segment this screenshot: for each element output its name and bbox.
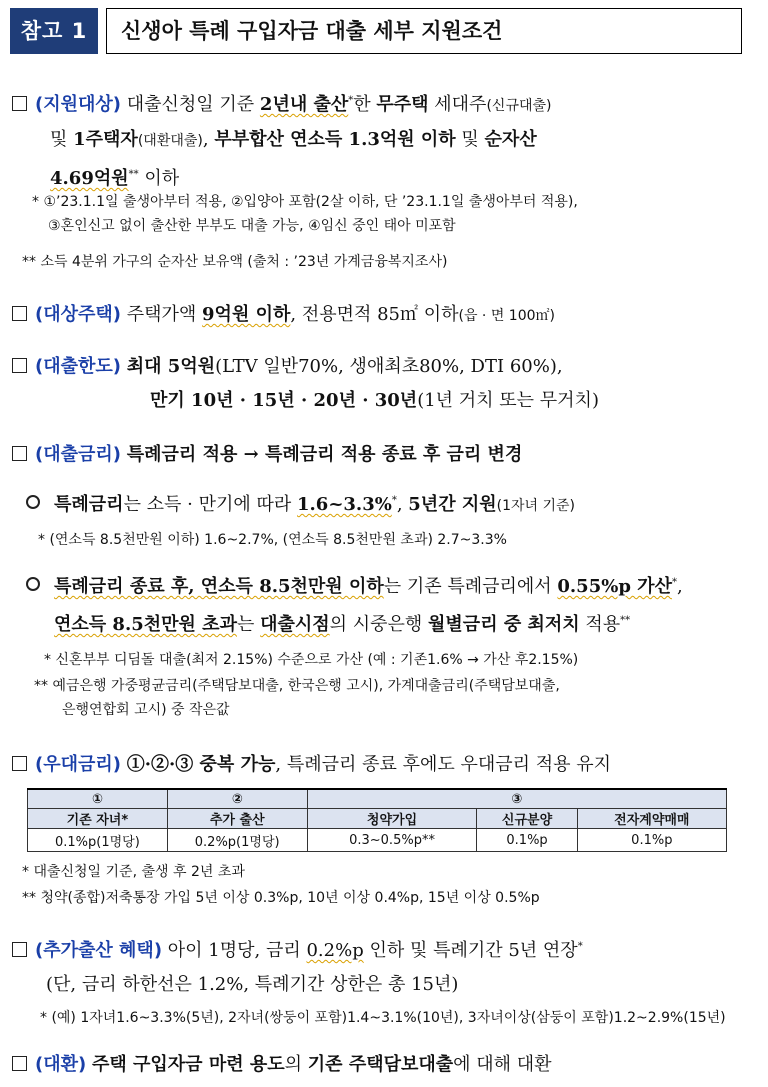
limit-line-1 bbox=[12, 350, 752, 384]
table-cell: 0.1%p(1명당) bbox=[28, 829, 168, 852]
text: 는 소득 · 만기에 따라 bbox=[123, 494, 297, 515]
section-label: (지원대상) bbox=[35, 94, 122, 115]
section-refi bbox=[12, 1048, 752, 1082]
text: 의 시중은행 bbox=[329, 614, 429, 635]
text: , bbox=[396, 494, 409, 515]
text: 및 bbox=[50, 129, 74, 150]
section-rate bbox=[12, 438, 752, 472]
text: (읍 · 면 100㎡) bbox=[458, 308, 555, 324]
section-limit bbox=[12, 350, 752, 418]
footnote-mark: ** bbox=[620, 615, 631, 626]
section-extra bbox=[12, 930, 752, 1002]
footnote-mark: ** bbox=[128, 169, 139, 180]
text: (대환대출) bbox=[137, 133, 203, 149]
table-row bbox=[28, 829, 727, 852]
emph-text: 월별금리 중 최저치 bbox=[428, 614, 580, 635]
text: 는 기존 특례금리에서 bbox=[383, 576, 558, 597]
section-label: (우대금리) bbox=[35, 754, 122, 775]
emph-text: 1주택자 bbox=[73, 129, 138, 150]
emph-text: 4.69억원 bbox=[50, 168, 129, 189]
text: 대출신청일 기준 bbox=[126, 94, 260, 115]
limit-line-2 bbox=[12, 384, 752, 418]
target-line-2 bbox=[12, 123, 752, 158]
table-cell: 0.1%p bbox=[477, 829, 577, 852]
checkbox-icon bbox=[12, 446, 27, 461]
header bbox=[10, 8, 728, 54]
text: (1자녀 기준) bbox=[496, 498, 576, 514]
table-cell: 추가 출산 bbox=[167, 809, 307, 829]
emph-text: 0.2%p bbox=[306, 940, 364, 961]
text: 인하 및 특례기간 5년 연장 bbox=[363, 940, 578, 961]
section-label: (대상주택) bbox=[35, 304, 122, 325]
footnote: * (연소득 8.5천만원 이하) 1.6~2.7%, (연소득 8.5천만원 초과) 2.7~3.3% bbox=[38, 532, 507, 548]
footnote-mark: * bbox=[391, 495, 397, 506]
checkbox-icon bbox=[12, 306, 27, 321]
text: (신규대출) bbox=[486, 98, 552, 114]
emph-text: 특례금리 종료 후, 연소득 8.5천만원 이하 bbox=[54, 576, 384, 597]
pref-rate-table bbox=[27, 788, 727, 852]
emph-text: 최대 5억원 bbox=[126, 356, 216, 377]
emph-text: 만기 10년 · 15년 · 20년 · 30년 bbox=[150, 390, 418, 411]
section-house bbox=[12, 298, 752, 333]
emph-text: ①·②·③ 중복 가능 bbox=[126, 754, 276, 775]
section-pref bbox=[12, 748, 752, 782]
footnote: 은행연합회 고시) 중 작은값 bbox=[62, 702, 230, 718]
emph-text: 1.6~3.3% bbox=[297, 494, 392, 515]
page-title: 신생아 특례 구입자금 대출 세부 지원조건 bbox=[106, 8, 742, 54]
text: 및 bbox=[455, 129, 485, 150]
text: 한 bbox=[353, 94, 377, 115]
table-cell: ② bbox=[167, 789, 307, 809]
checkbox-icon bbox=[12, 756, 27, 771]
footnote: ③혼인신고 없이 출산한 부부도 대출 가능, ④임신 중인 태아 미포함 bbox=[48, 218, 456, 234]
footnote: ** 소득 4분위 가구의 순자산 보유액 (출처 : ’23년 가계금융복지조사) bbox=[22, 254, 448, 270]
text: 주택가액 bbox=[126, 304, 203, 325]
rate-point-1 bbox=[26, 484, 752, 523]
footnote: ** 청약(종합)저축통장 가입 5년 이상 0.3%p, 10년 이상 0.4%p, 15년 이상 0.5%p bbox=[22, 890, 540, 906]
emph-text: 순자산 bbox=[484, 129, 537, 150]
emph-text: 연소득 8.5천만원 초과 bbox=[54, 614, 237, 635]
footnote-mark: * bbox=[348, 95, 354, 106]
table-cell: 0.2%p(1명당) bbox=[167, 829, 307, 852]
text: (LTV 일반70%, 생애최초80%, DTI 60%), bbox=[215, 356, 563, 377]
table-cell: 0.3~0.5%p** bbox=[307, 829, 477, 852]
text: , bbox=[676, 576, 683, 597]
text: 적용 bbox=[579, 614, 621, 635]
footnote: * (예) 1자녀1.6~3.3%(5년), 2자녀(쌍둥이 포함)1.4~3.1%(10년), 3자녀이상(삼둥이 포함)1.2~2.9%(15년) bbox=[40, 1010, 726, 1026]
checkbox-icon bbox=[12, 942, 27, 957]
emph-text: 9억원 이하 bbox=[202, 304, 291, 325]
emph-text: 기존 주택담보대출 bbox=[307, 1054, 454, 1075]
text: 에 대해 대환 bbox=[453, 1054, 552, 1075]
table-cell: ① bbox=[28, 789, 168, 809]
text: 세대주 bbox=[428, 94, 487, 115]
table-cell: 전자계약매매 bbox=[577, 809, 726, 829]
rate-point-2-line-1 bbox=[26, 566, 752, 604]
reference-badge: 참고 1 bbox=[10, 8, 98, 54]
text: , bbox=[202, 129, 215, 150]
footnote-mark: * bbox=[577, 941, 583, 952]
emph-text: 대출시점 bbox=[260, 614, 330, 635]
section-label: (대출한도) bbox=[35, 356, 122, 377]
footnote: * 대출신청일 기준, 출생 후 2년 초과 bbox=[22, 864, 245, 880]
emph-text: 무주택 bbox=[376, 94, 429, 115]
footnote-mark: * bbox=[671, 577, 677, 588]
target-line-1 bbox=[12, 84, 752, 123]
section-label: (추가출산 혜택) bbox=[35, 940, 163, 961]
text: , 전용면적 85㎡ 이하 bbox=[290, 304, 459, 325]
checkbox-icon bbox=[12, 358, 27, 373]
section-label: (대출금리) bbox=[35, 444, 122, 465]
table-cell: 0.1%p bbox=[577, 829, 726, 852]
table-row bbox=[28, 809, 727, 829]
emph-text: 5년간 지원 bbox=[408, 494, 497, 515]
emph-text: 부부합산 연소득 1.3억원 이하 bbox=[214, 129, 456, 150]
bullet-circle-icon bbox=[26, 495, 40, 509]
emph-text: 주택 구입자금 마련 용도 bbox=[91, 1054, 285, 1075]
bullet-circle-icon bbox=[26, 577, 40, 591]
table-cell: ③ bbox=[307, 789, 726, 809]
footnote: * ①’23.1.1일 출생아부터 적용, ②입양아 포함(2살 이하, 단 ’23.1.1일 출생아부터 적용), bbox=[32, 194, 578, 210]
extra-line-1 bbox=[12, 930, 752, 968]
table-cell: 신규분양 bbox=[477, 809, 577, 829]
checkbox-icon bbox=[12, 1056, 27, 1071]
text: , 특례금리 종료 후에도 우대금리 적용 유지 bbox=[275, 754, 612, 775]
table-row bbox=[28, 789, 727, 809]
text: 는 bbox=[236, 614, 261, 635]
section-target bbox=[12, 84, 752, 196]
section-label: (대환) bbox=[35, 1054, 87, 1075]
text: (1년 거치 또는 무거치) bbox=[417, 390, 599, 411]
table-cell: 청약가입 bbox=[307, 809, 477, 829]
emph-text: 0.55%p 가산 bbox=[557, 576, 672, 597]
emph-text: 2년내 출산 bbox=[259, 94, 349, 115]
emph-text: 특례금리 적용 → 특례금리 적용 종료 후 금리 변경 bbox=[126, 444, 523, 465]
footnote: ** 예금은행 가중평균금리(주택담보대출, 한국은행 고시), 가계대출금리(주택담보대출, bbox=[34, 678, 560, 694]
table-cell: 기존 자녀* bbox=[28, 809, 168, 829]
footnote: * 신혼부부 디딤돌 대출(최저 2.15%) 수준으로 가산 (예 : 기존1.6% → 가산 후2.15%) bbox=[44, 652, 579, 668]
text: 의 bbox=[284, 1054, 308, 1075]
rate-point-2-line-2 bbox=[26, 604, 752, 642]
checkbox-icon bbox=[12, 96, 27, 111]
extra-line-2: (단, 금리 하한선은 1.2%, 특례기간 상한은 총 15년) bbox=[46, 974, 459, 995]
emph-text: 특례금리 bbox=[54, 494, 124, 515]
text: 이하 bbox=[138, 168, 180, 189]
rate-point-2 bbox=[26, 566, 752, 642]
text: 아이 1명당, 금리 bbox=[167, 940, 307, 961]
